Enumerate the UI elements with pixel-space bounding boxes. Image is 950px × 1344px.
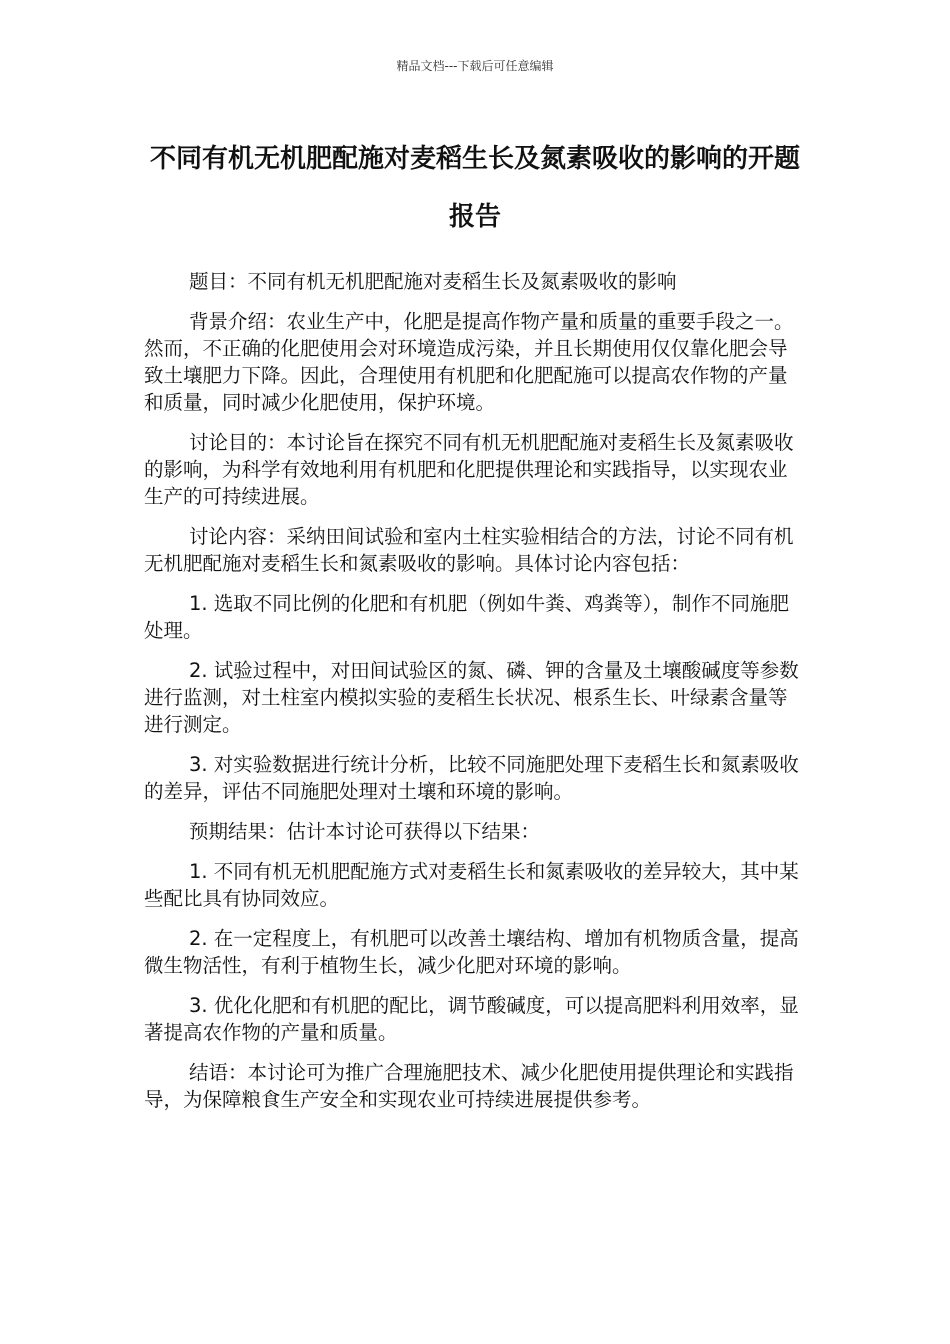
document-body: [144, 268, 804, 1126]
paragraph-conclusion: 结语：本讨论可为推广合理施肥技术、减少化肥使用提供理论和实践指导，为保障粮食生产安全和实现农业可持续进展提供参考。: [144, 1061, 794, 1111]
paragraph-result-item-2: 2. 在一定程度上，有机肥可以改善土壤结构、增加有机物质含量，提高微生物活性，有利于植物生长，减少化肥对环境的影响。: [144, 927, 799, 977]
paragraph-expected-results: 预期结果：估计本讨论可获得以下结果：: [189, 820, 541, 843]
paragraph-purpose: 讨论目的：本讨论旨在探究不同有机无机肥配施对麦稻生长及氮素吸收的影响，为科学有效地利用有机肥和化肥提供理论和实践指导，以实现农业生产的可持续进展。: [144, 431, 794, 508]
paragraph-content-item-1: 1. 选取不同比例的化肥和有机肥（例如牛粪、鸡粪等），制作不同施肥处理。: [144, 592, 790, 642]
paragraph-topic: 题目：不同有机无机肥配施对麦稻生长及氮素吸收的影响: [189, 270, 677, 293]
document-title: 不同有机无机肥配施对麦稻生长及氮素吸收的影响的开题报告: [149, 144, 800, 232]
paragraph-background: 背景介绍：农业生产中，化肥是提高作物产量和质量的重要手段之一。然而，不正确的化肥使用会对环境造成污染，并且长期使用仅仅靠化肥会导致土壤肥力下降。因此，合理使用有机肥和化肥配施可以提高农作物的产量和质量，同时减少化肥使用，保护环境。: [144, 310, 794, 414]
paragraph-content-item-3: 3. 对实验数据进行统计分析，比较不同施肥处理下麦稻生长和氮素吸收的差异，评估不同施肥处理对土壤和环境的影响。: [144, 753, 799, 803]
paragraph-content-item-2: 2. 试验过程中，对田间试验区的氮、磷、钾的含量及土壤酸碱度等参数进行监测，对土柱室内模拟实验的麦稻生长状况、根系生长、叶绿素含量等进行测定。: [144, 659, 799, 736]
paragraph-result-item-3: 3. 优化化肥和有机肥的配比，调节酸碱度，可以提高肥料利用效率，显著提高农作物的产量和质量。: [144, 994, 799, 1044]
page-header: 精品文档---下载后可任意编辑: [396, 59, 554, 73]
paragraph-result-item-1: 1. 不同有机无机肥配施方式对麦稻生长和氮素吸收的差异较大，其中某些配比具有协同效应。: [144, 860, 799, 910]
paragraph-content: 讨论内容：采纳田间试验和室内土柱实验相结合的方法，讨论不同有机无机肥配施对麦稻生长和氮素吸收的影响。具体讨论内容包括：: [144, 525, 794, 575]
